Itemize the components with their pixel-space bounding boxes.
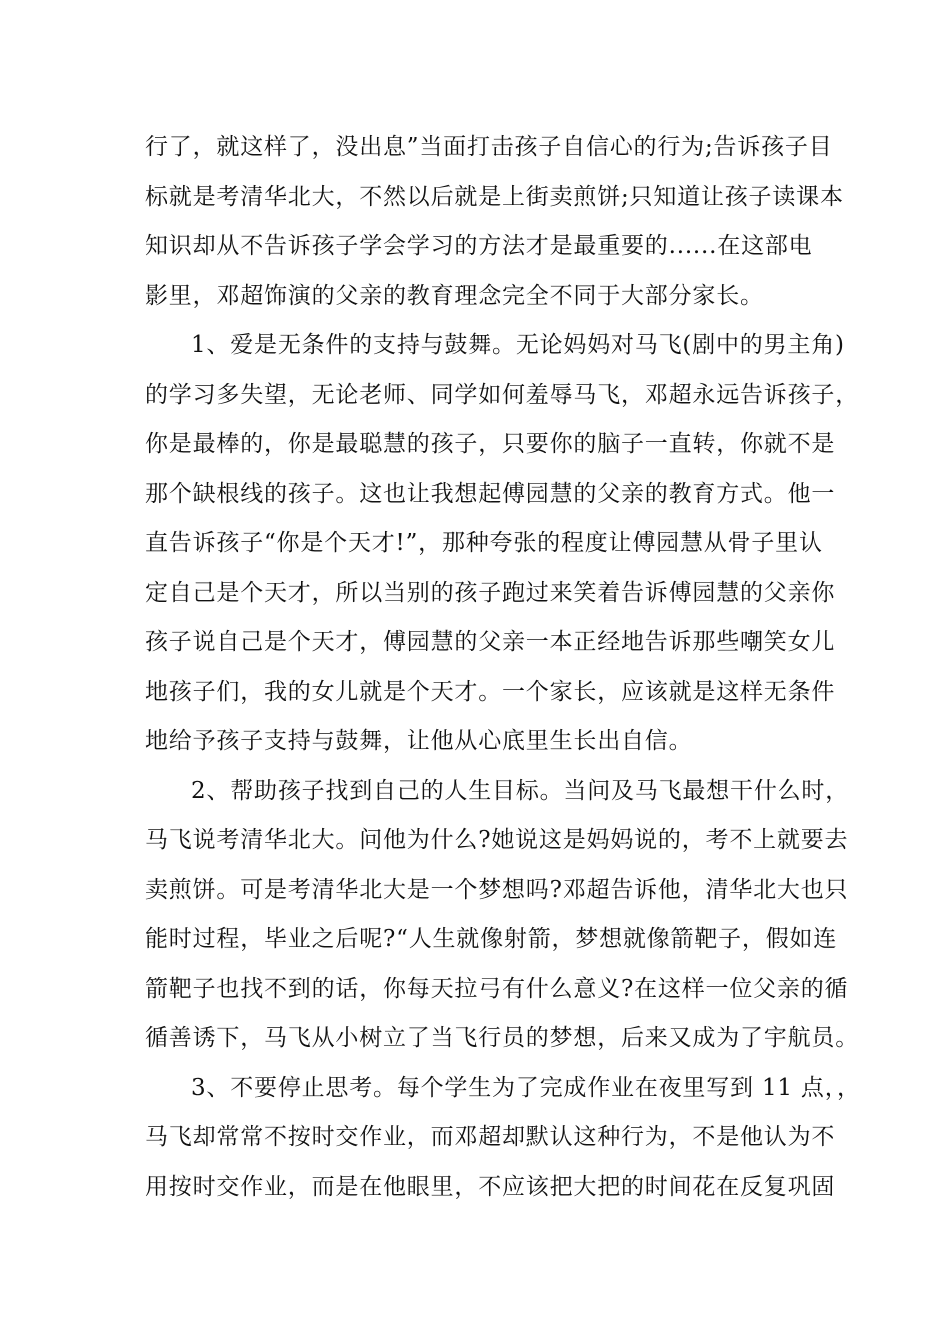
text-line: 你是最棒的，你是最聪慧的孩子，只要你的脑子一直转，你就不是: [145, 431, 836, 457]
text-line: 行了，就这样了，没出息”当面打击孩子自信心的行为;告诉孩子目: [145, 134, 833, 160]
text-line: 直告诉孩子“你是个天才!”，那种夸张的程度让傅园慧从骨子里认: [145, 530, 823, 556]
text-line: 马飞却常常不按时交作业，而邓超却默认这种行为，不是他认为不: [145, 1124, 836, 1150]
paragraph-1-first-line: 1、爱是无条件的支持与鼓舞。无论妈妈对马飞(剧中的男主角): [191, 332, 845, 358]
text-line: 循善诱下，马飞从小树立了当飞行员的梦想，后来又成为了宇航员。: [145, 1025, 859, 1051]
text-line: 卖煎饼。可是考清华北大是一个梦想吗?邓超告诉他，清华北大也只: [145, 876, 849, 903]
text-line: 地孩子们，我的女儿就是个天才。一个家长，应该就是这样无条件: [145, 678, 836, 705]
text-line: 影里，邓超饰演的父亲的教育理念完全不同于大部分家长。: [145, 282, 764, 309]
text-line: 知识却从不告诉孩子学会学习的方法才是最重要的......在这部电: [145, 233, 813, 259]
text-line: 孩子说自己是个天才，傅园慧的父亲一本正经地告诉那些嘲笑女儿: [145, 629, 836, 655]
text-line: 马飞说考清华北大。问他为什么?她说这是妈妈说的，考不上就要去: [145, 827, 849, 853]
text-line: 箭靶子也找不到的话，你每天拉弓有什么意义?在这样一位父亲的循: [145, 975, 849, 1002]
body-text: [145, 123, 861, 1212]
text-line: 的学习多失望，无论老师、同学如何羞辱马飞，邓超永远告诉孩子，: [145, 381, 859, 408]
text-line: 定自己是个天才，所以当别的孩子跑过来笑着告诉傅园慧的父亲你: [145, 579, 836, 606]
paragraph-2-first-line: 2、帮助孩子找到自己的人生目标。当问及马飞最想干什么时，: [191, 777, 850, 804]
text-line: 能时过程，毕业之后呢?“人生就像射箭，梦想就像箭靶子，假如连: [145, 926, 838, 952]
text-line: 标就是考清华北大，不然以后就是上街卖煎饼;只知道让孩子读课本: [145, 183, 844, 210]
text-line: 地给予孩子支持与鼓舞，让他从心底里生长出自信。: [145, 728, 693, 754]
text-line: 那个缺根线的孩子。这也让我想起傅园慧的父亲的教育方式。他一: [145, 480, 836, 507]
paragraph-3-first-line: 3、不要停止思考。每个学生为了完成作业在夜里写到 11 点，，: [191, 1074, 861, 1101]
text-line: 用按时交作业，而是在他眼里，不应该把大把的时间花在反复巩固: [145, 1173, 836, 1200]
